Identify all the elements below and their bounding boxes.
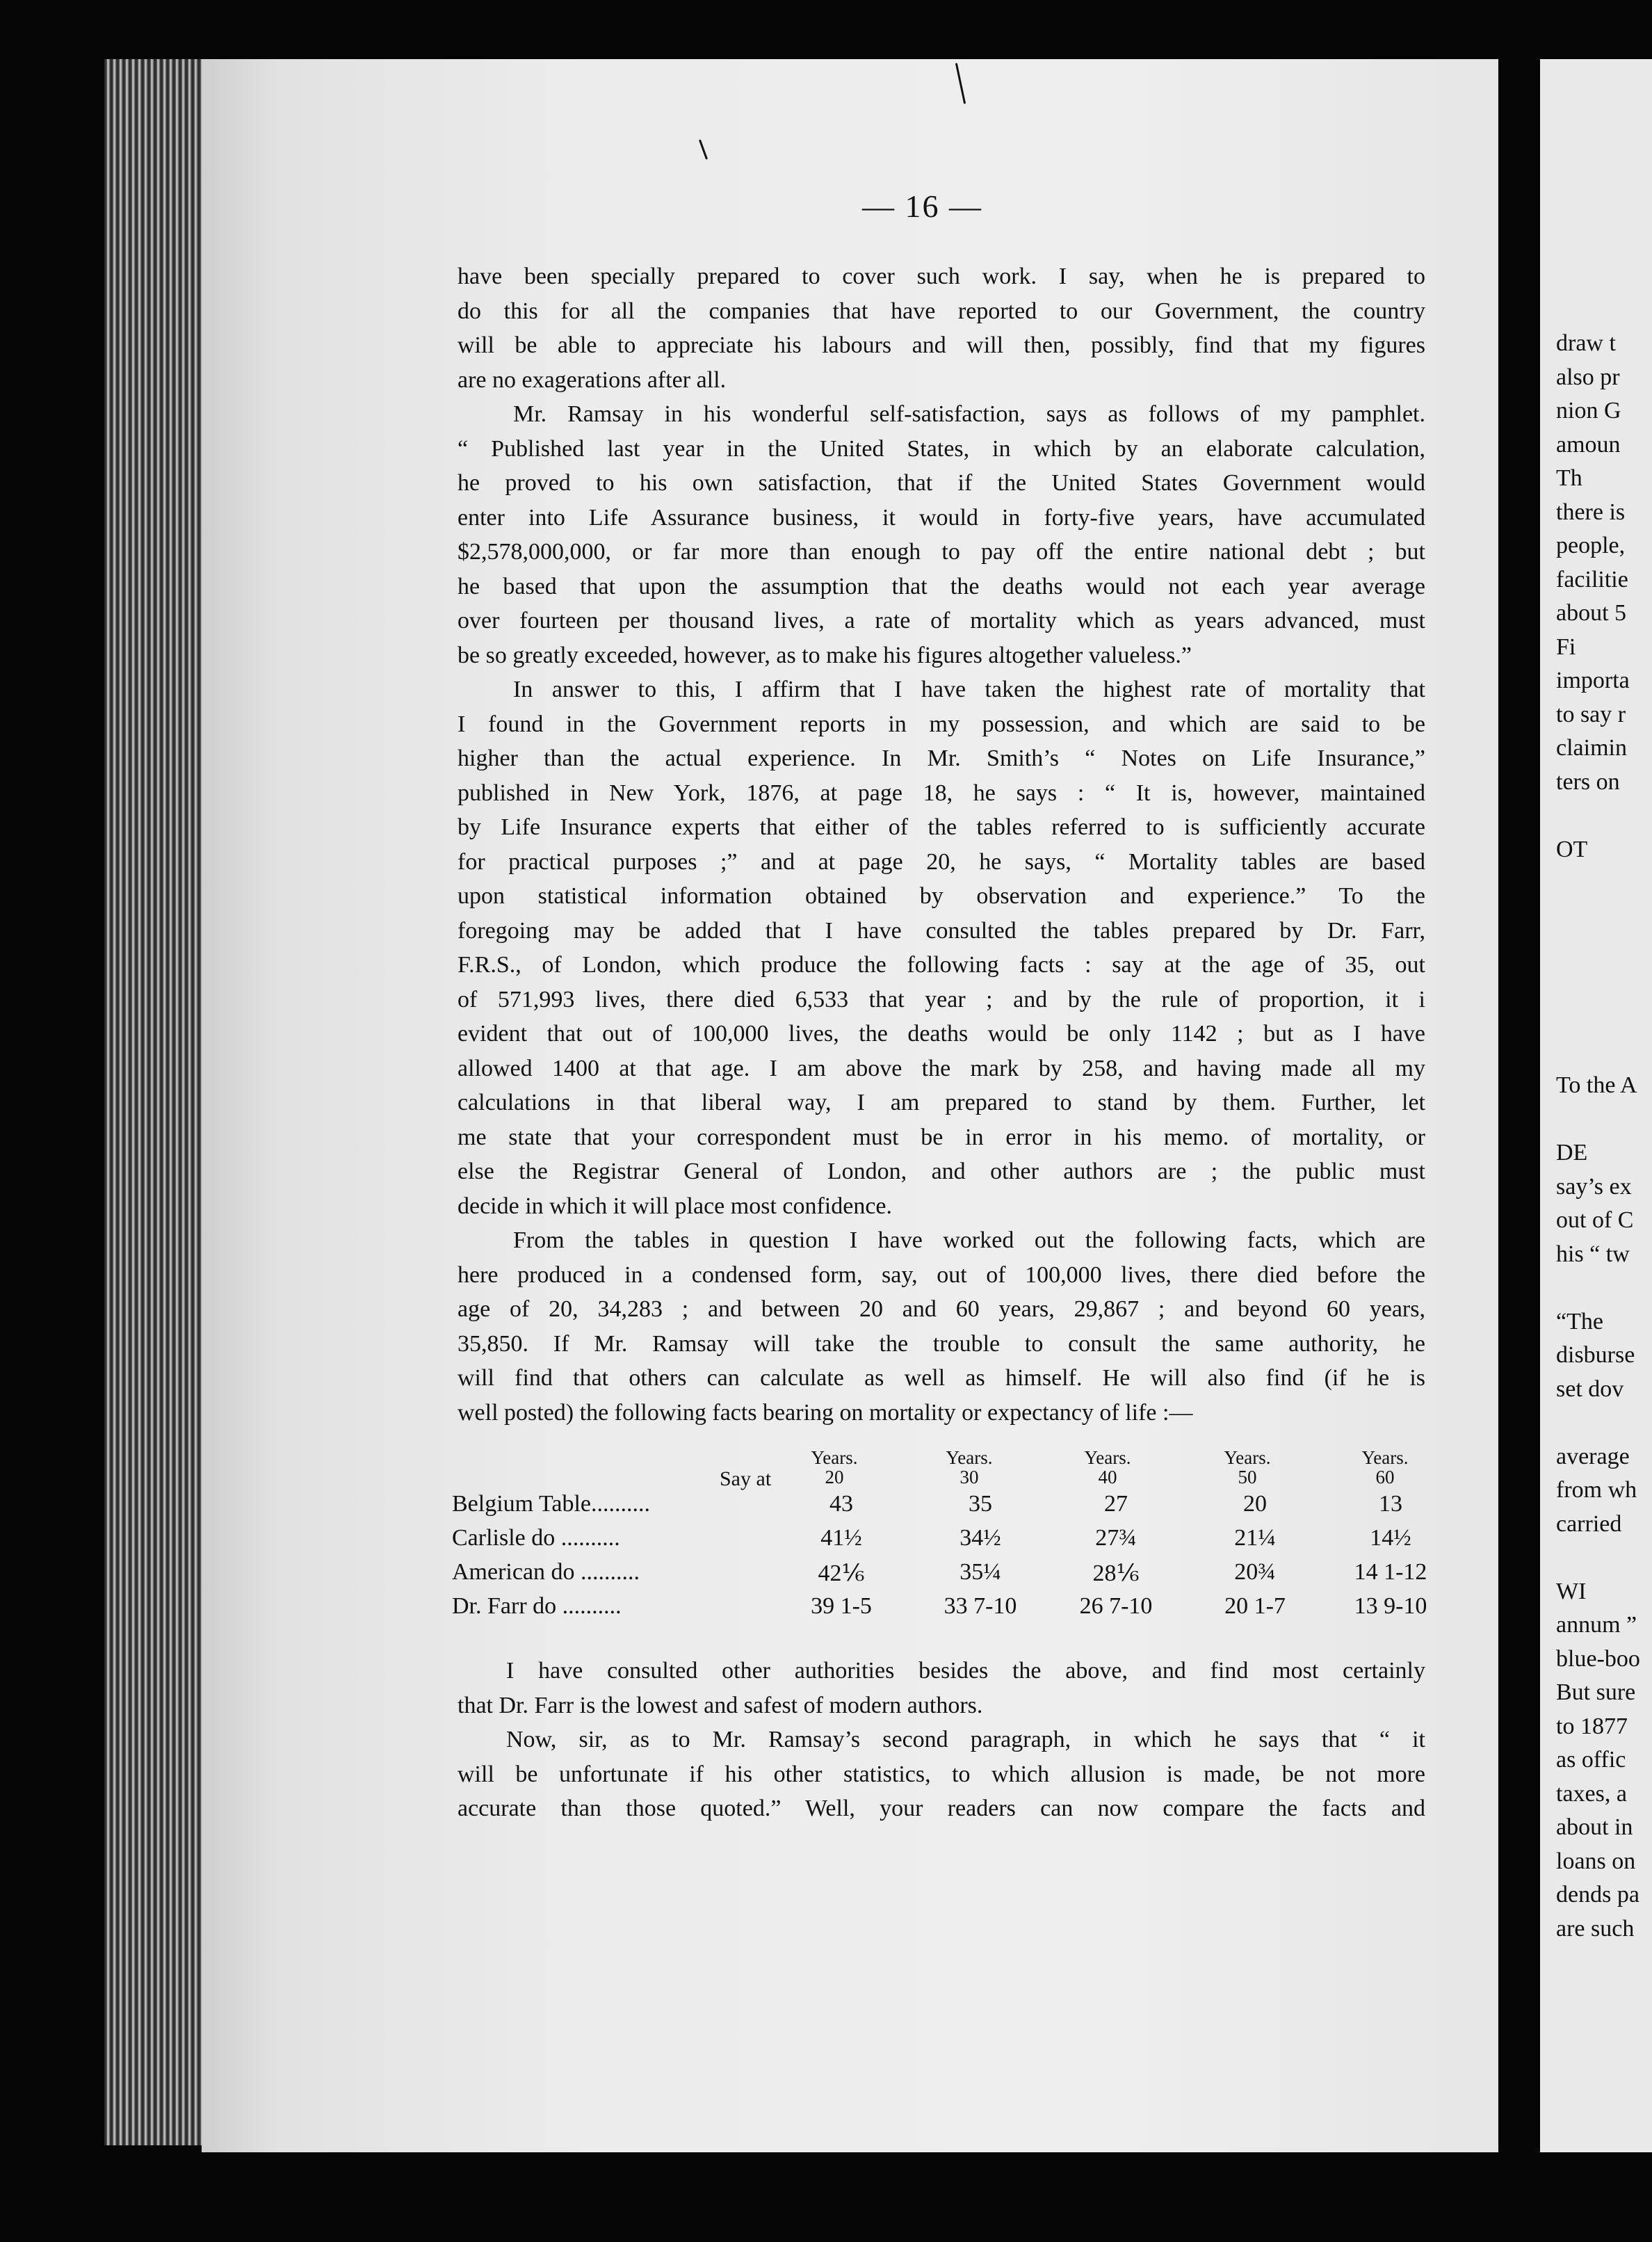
table-cell: 20¾ xyxy=(1234,1559,1276,1585)
column-age: 40 xyxy=(1098,1467,1117,1487)
facing-page-line: ters on xyxy=(1556,768,1620,795)
table-row xyxy=(452,1491,1425,1525)
facing-page-line: loans on xyxy=(1556,1848,1636,1874)
facing-page-line: to say r xyxy=(1556,701,1626,727)
body-text-line: have been specially prepared to cover such work. I say, when he is prepared to xyxy=(457,264,1425,289)
facing-page-line: taxes, a xyxy=(1556,1780,1627,1807)
page-number: — 16 — xyxy=(862,188,982,224)
column-header xyxy=(1336,1448,1434,1487)
body-text-line: published in New York, 1876, at page 18, he says : “ It is, however, maintained xyxy=(457,780,1425,806)
body-text-line: upon statistical information obtained by observation and experience.” To the xyxy=(457,883,1425,909)
table-row xyxy=(452,1559,1425,1593)
table-cell: 27¾ xyxy=(1095,1525,1137,1551)
body-text-line: foregoing may be added that I have consulted the tables prepared by Dr. Farr, xyxy=(457,917,1425,944)
facing-page-line xyxy=(1556,1035,1640,1070)
column-label: Years. xyxy=(946,1447,993,1468)
body-text-line: he based that upon the assumption that the deaths would not each year average xyxy=(457,573,1425,599)
table-cell: 43 xyxy=(829,1491,853,1517)
column-age: 60 xyxy=(1375,1467,1395,1487)
table-cell: 27 xyxy=(1104,1491,1128,1517)
column-label: Years. xyxy=(1084,1447,1131,1468)
column-age: 30 xyxy=(959,1467,979,1487)
facing-page-line: blue-boo xyxy=(1556,1645,1640,1672)
facing-page-line: to 1877 xyxy=(1556,1713,1628,1739)
facing-page-line: there is xyxy=(1556,499,1626,525)
facing-page-line: from wh xyxy=(1556,1477,1637,1503)
say-at-label: Say at xyxy=(720,1467,772,1490)
facing-page-line: also pr xyxy=(1556,364,1620,390)
body-text xyxy=(457,259,1425,1430)
column-header xyxy=(1199,1448,1296,1487)
facing-page-line: To the A xyxy=(1556,1072,1637,1098)
facing-page-line: his “ tw xyxy=(1556,1241,1630,1267)
facing-page-line: importa xyxy=(1556,668,1630,693)
body-text-line: allowed 1400 at that age. I am above the mark by 258, and having made all my xyxy=(457,1055,1425,1081)
closing-text-line: Now, sir, as to Mr. Ramsay’s second paragraph, in which he says that “ it xyxy=(506,1727,1425,1752)
mortality-table xyxy=(452,1448,1425,1627)
body-text-line: be so greatly exceeded, however, as to make his figures altogether valueless.” xyxy=(457,642,1192,668)
facing-page-line xyxy=(1556,799,1640,833)
column-age: 50 xyxy=(1238,1467,1257,1487)
table-header-row xyxy=(452,1448,1425,1491)
facing-page-line xyxy=(1556,968,1640,1002)
facing-page-line: draw t xyxy=(1556,330,1616,356)
facing-page-line: WI xyxy=(1556,1578,1587,1604)
facing-page-text xyxy=(1556,327,1640,1946)
table-cell: 41½ xyxy=(820,1525,862,1551)
facing-page-line: are such xyxy=(1556,1915,1635,1942)
body-text-line: I found in the Government reports in my possession, and which are said to be xyxy=(457,711,1425,737)
row-label: Dr. Farr do .......... xyxy=(452,1593,622,1619)
table-cell: 42⅙ xyxy=(818,1560,865,1586)
column-label: Years. xyxy=(811,1447,858,1468)
facing-page-line xyxy=(1556,1541,1640,1575)
facing-page-line xyxy=(1556,1271,1640,1305)
facing-page-line: nion G xyxy=(1556,398,1621,424)
table-cell: 39 1-5 xyxy=(811,1593,872,1619)
table-cell: 35 xyxy=(969,1491,992,1517)
row-label: Carlisle do .......... xyxy=(452,1525,620,1551)
closing-text-line: I have consulted other authorities besides the above, and find most certainly xyxy=(506,1658,1425,1684)
table-cell: 34½ xyxy=(959,1525,1001,1551)
facing-page-line: about 5 xyxy=(1556,600,1627,626)
body-text-line: he proved to his own satisfaction, that if the United States Government would xyxy=(457,470,1425,496)
table-cell: 14½ xyxy=(1370,1525,1411,1551)
facing-page-line: say’s ex xyxy=(1556,1173,1632,1200)
row-label: American do .......... xyxy=(452,1559,640,1585)
body-text-line: of 571,993 lives, there died 6,533 that year ; and by the rule of proportion, it i xyxy=(457,986,1425,1013)
facing-page-line: annum ” xyxy=(1556,1612,1637,1638)
body-text-line: calculations in that liberal way, I am prepared to stand by them. Further, let xyxy=(457,1090,1425,1115)
closing-text xyxy=(457,1654,1425,1826)
table-cell: 14 1-12 xyxy=(1354,1559,1427,1585)
body-text-line: 35,850. If Mr. Ramsay will take the trouble to consult the same authority, he xyxy=(457,1330,1425,1357)
table-cell: 26 7-10 xyxy=(1079,1593,1153,1619)
row-label: Belgium Table.......... xyxy=(452,1491,651,1517)
facing-page-line: DE xyxy=(1556,1140,1588,1166)
body-text-line: me state that your correspondent must be in error in his memo. of mortality, or xyxy=(457,1124,1425,1150)
body-text-line: Mr. Ramsay in his wonderful self-satisfaction, says as follows of my pamphlet. xyxy=(513,401,1425,427)
facing-page-line xyxy=(1556,934,1640,968)
facing-page-line: set dov xyxy=(1556,1376,1624,1402)
facing-page-line: claimin xyxy=(1556,735,1627,761)
facing-page-line: Fi xyxy=(1556,634,1576,660)
facing-page-line: OT xyxy=(1556,836,1588,862)
facing-page-line: amoun xyxy=(1556,431,1621,458)
table-cell: 20 1-7 xyxy=(1224,1593,1286,1619)
body-text-line: age of 20, 34,283 ; and between 20 and 60 years, 29,867 ; and beyond 60 years, xyxy=(457,1296,1425,1322)
facing-page-line xyxy=(1556,866,1640,901)
table-cell: 13 9-10 xyxy=(1354,1593,1427,1619)
column-header xyxy=(921,1448,1018,1487)
closing-text-line: that Dr. Farr is the lowest and safest of modern authors. xyxy=(457,1692,983,1718)
table-cell: 33 7-10 xyxy=(944,1593,1017,1619)
page-edge-stack xyxy=(104,59,209,2145)
body-text-line: F.R.S., of London, which produce the following facts : say at the age of 35, out xyxy=(457,952,1425,978)
facing-page-line: people, xyxy=(1556,533,1626,558)
closing-text-line: will be unfortunate if his other statistics, to which allusion is made, be not more xyxy=(457,1761,1425,1787)
body-text-line: From the tables in question I have worked out the following facts, which are xyxy=(513,1227,1425,1253)
body-text-line: decide in which it will place most confidence. xyxy=(457,1193,893,1219)
column-label: Years. xyxy=(1361,1447,1409,1468)
facing-page-line: disburse xyxy=(1556,1342,1635,1368)
body-text-line: do this for all the companies that have reported to our Government, the country xyxy=(457,298,1425,324)
facing-page-line: out of C xyxy=(1556,1207,1634,1233)
facing-page-line: dends pa xyxy=(1556,1882,1639,1908)
facing-page-line: Th xyxy=(1556,465,1582,491)
body-text-line: “ Published last year in the United States, in which by an elaborate calculation, xyxy=(457,435,1425,462)
facing-page-line: But sure xyxy=(1556,1679,1636,1705)
body-text-line: enter into Life Assurance business, it would in forty-five years, have accumulated xyxy=(457,504,1425,531)
table-cell: 20 xyxy=(1243,1491,1267,1517)
body-text-line: In answer to this, I affirm that I have taken the highest rate of mortality that xyxy=(513,677,1425,702)
facing-page-line: “The xyxy=(1556,1308,1603,1334)
column-age: 20 xyxy=(825,1467,844,1487)
column-header xyxy=(1059,1448,1156,1487)
facing-page-line xyxy=(1556,1001,1640,1035)
body-text-line: are no exagerations after all. xyxy=(457,366,727,393)
body-text-line: over fourteen per thousand lives, a rate of mortality which as years advanced, must xyxy=(457,608,1425,634)
body-text-line: here produced in a condensed form, say, out of 100,000 lives, there died before the xyxy=(457,1261,1425,1288)
facing-page-line xyxy=(1556,901,1640,935)
body-text-line: higher than the actual experience. In Mr. Smith’s “ Notes on Life Insurance,” xyxy=(457,745,1425,771)
table-row xyxy=(452,1525,1425,1559)
table-cell: 35¼ xyxy=(959,1559,1001,1585)
column-header xyxy=(786,1448,883,1487)
table-cell: 28⅙ xyxy=(1092,1560,1140,1586)
table-cell: 13 xyxy=(1379,1491,1402,1517)
body-text-line: well posted) the following facts bearing on mortality or expectancy of life :— xyxy=(457,1399,1193,1426)
body-text-line: by Life Insurance experts that either of the tables referred to is sufficiently accurate xyxy=(457,814,1425,840)
column-label: Years. xyxy=(1224,1447,1271,1468)
closing-text-line: accurate than those quoted.” Well, your readers can now compare the facts and xyxy=(457,1796,1425,1821)
body-text-line: will be able to appreciate his labours and will then, possibly, find that my figures xyxy=(457,332,1425,358)
table-body xyxy=(452,1491,1425,1627)
facing-page-line xyxy=(1556,1103,1640,1137)
body-text-line: else the Registrar General of London, and other authors are ; the public must xyxy=(457,1159,1425,1184)
body-text-line: evident that out of 100,000 lives, the deaths would be only 1142 ; but as I have xyxy=(457,1021,1425,1047)
body-text-line: $2,578,000,000, or far more than enough to pay off the entire national debt ; but xyxy=(457,539,1425,565)
facing-page-line xyxy=(1556,1406,1640,1440)
facing-page-line: average xyxy=(1556,1443,1630,1469)
facing-page-line: as offic xyxy=(1556,1747,1626,1773)
facing-page-line: facilitie xyxy=(1556,566,1628,592)
facing-page-line: carried xyxy=(1556,1510,1622,1537)
facing-page-line: about in xyxy=(1556,1814,1633,1840)
table-cell: 21¼ xyxy=(1234,1525,1276,1551)
body-text-line: will find that others can calculate as well as himself. He will also find (if he is xyxy=(457,1365,1425,1391)
body-text-line: for practical purposes ;” and at page 20, he says, “ Mortality tables are based xyxy=(457,848,1425,875)
table-row xyxy=(452,1593,1425,1627)
